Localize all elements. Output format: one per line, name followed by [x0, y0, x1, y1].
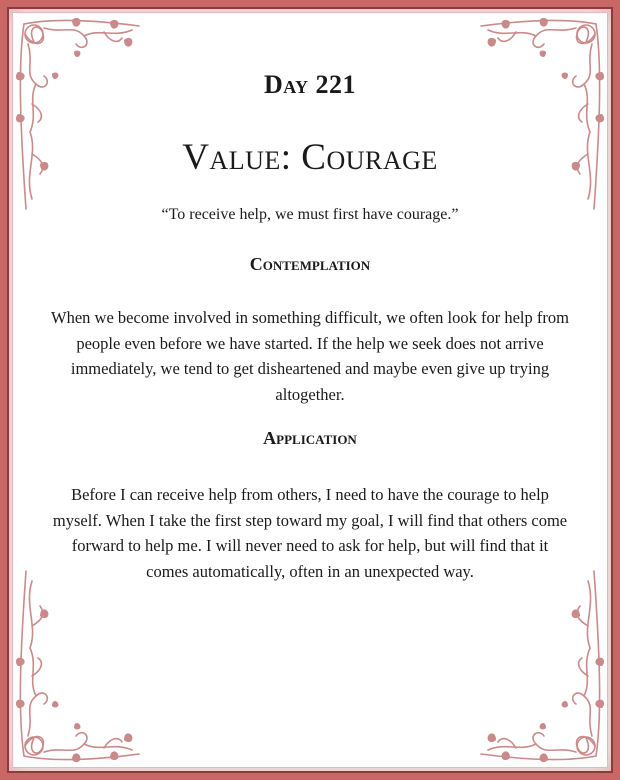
celtic-knot-vine-icon — [476, 566, 606, 766]
contemplation-heading: Contemplation — [249, 254, 371, 274]
celtic-knot-vine-icon — [476, 14, 606, 214]
day-title: Day 221 — [263, 70, 357, 99]
value-title: Value: Courage — [182, 137, 438, 178]
corner-ornament-icon — [476, 14, 606, 214]
celtic-knot-vine-icon — [14, 566, 144, 766]
contemplation-text: When we become involved in something difficult, we often look for help from people even before we have started. If the help we seek does not arrive immediately, we tend to get disheartened and maybe even give up trying altogether. — [51, 308, 569, 404]
corner-ornament-icon — [14, 14, 144, 214]
quote: “To receive help, we must first have courage.” — [161, 206, 459, 223]
application-heading: Application — [263, 428, 357, 448]
corner-ornament-icon — [476, 566, 606, 766]
application-text: Before I can receive help from others, I need to have the courage to help myself. When I take the first step toward my goal, I will find that others come forward to help me. I will never need to ask for help, but will find that it comes automatically, often in an unexpected way. — [52, 485, 568, 581]
corner-ornament-icon — [14, 566, 144, 766]
celtic-knot-vine-icon — [14, 14, 144, 214]
